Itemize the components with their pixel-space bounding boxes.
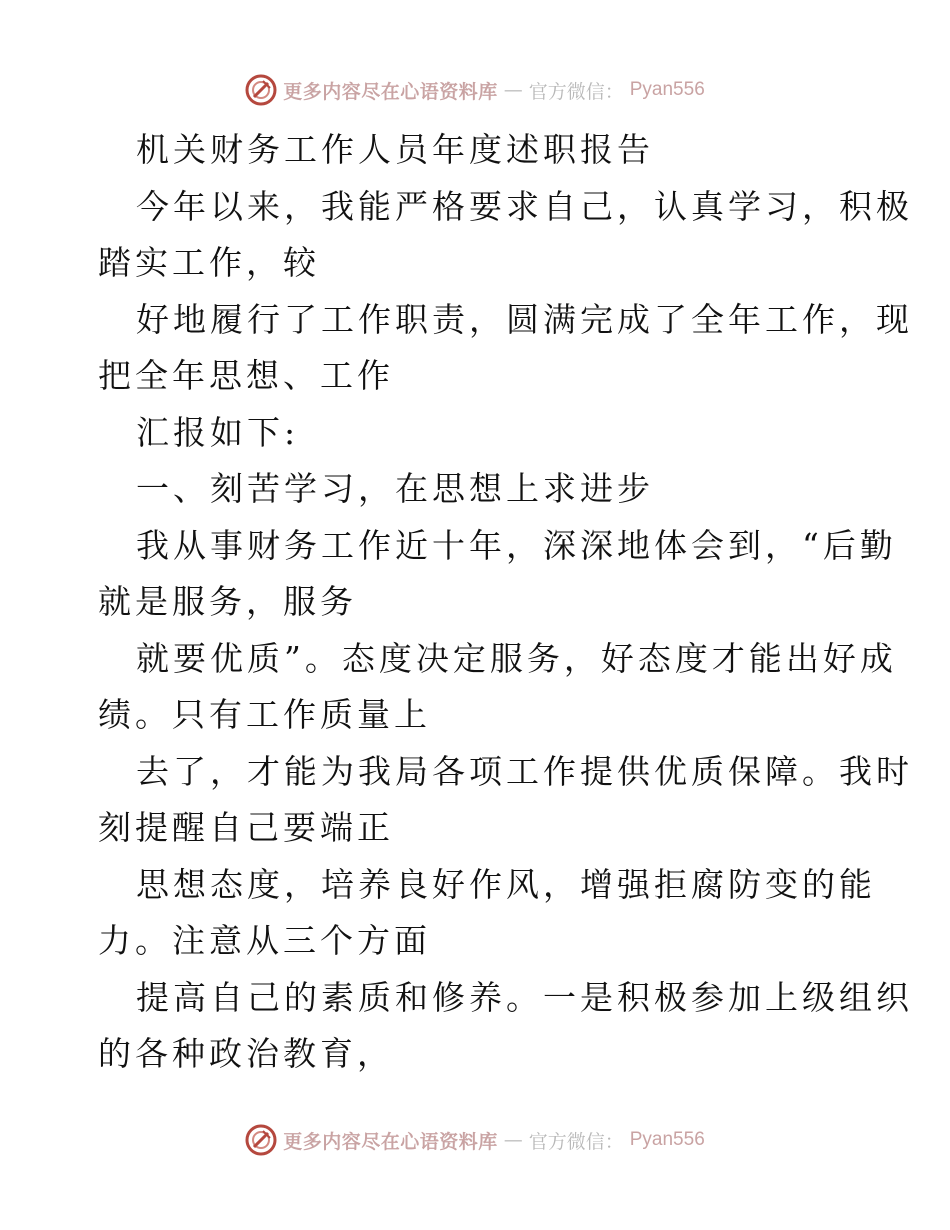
- banner-site-name: 更多内容尽在心语资料库: [283, 80, 498, 103]
- paragraph-line: 思想态度，培养良好作风，增强拒腐防变的能: [136, 864, 876, 904]
- banner-wechat-id: Pyan556: [629, 79, 705, 100]
- banner-dash: —: [503, 1129, 523, 1151]
- paragraph-line: 我从事财务工作近十年，深深地体会到，“后勤: [136, 525, 897, 565]
- paragraph-line: 就是服务，服务: [98, 582, 357, 621]
- document-body: [98, 122, 913, 1083]
- seal-logo-icon: [245, 1124, 277, 1156]
- paragraph-line: 绩。只有工作质量上: [98, 695, 431, 734]
- footer-watermark-banner: [0, 1120, 950, 1160]
- seal-logo-icon: [245, 74, 277, 106]
- paragraph-line: 汇报如下:: [136, 412, 300, 452]
- paragraph-line: 刻提醒自己要端正: [98, 808, 394, 847]
- header-watermark-banner: [0, 70, 950, 110]
- banner-site-name: 更多内容尽在心语资料库: [283, 1130, 498, 1153]
- paragraph-line: 好地履行了工作职责，圆满完成了全年工作，现: [136, 299, 913, 339]
- paragraph-line: 今年以来，我能严格要求自己，认真学习，积极: [136, 186, 913, 226]
- banner-wechat-label: 官方微信：: [528, 1130, 624, 1153]
- paragraph-line: 力。注意从三个方面: [98, 921, 431, 960]
- banner-dash: —: [503, 79, 523, 101]
- banner-wechat-label: 官方微信：: [528, 80, 624, 103]
- paragraph-line: 提高自己的素质和修养。一是积极参加上级组织: [136, 977, 913, 1017]
- paragraph-line: 把全年思想、工作: [98, 356, 394, 395]
- section-heading: 一、刻苦学习，在思想上求进步: [136, 469, 654, 508]
- paragraph-line: 的各种政治教育，: [98, 1034, 394, 1073]
- paragraph-line: 就要优质”。态度决定服务，好态度才能出好成: [136, 638, 897, 678]
- document-title: 机关财务工作人员年度述职报告: [136, 130, 654, 169]
- banner-wechat-id: Pyan556: [629, 1129, 705, 1150]
- paragraph-line: 踏实工作，较: [98, 243, 320, 282]
- paragraph-line: 去了，才能为我局各项工作提供优质保障。我时: [136, 751, 913, 791]
